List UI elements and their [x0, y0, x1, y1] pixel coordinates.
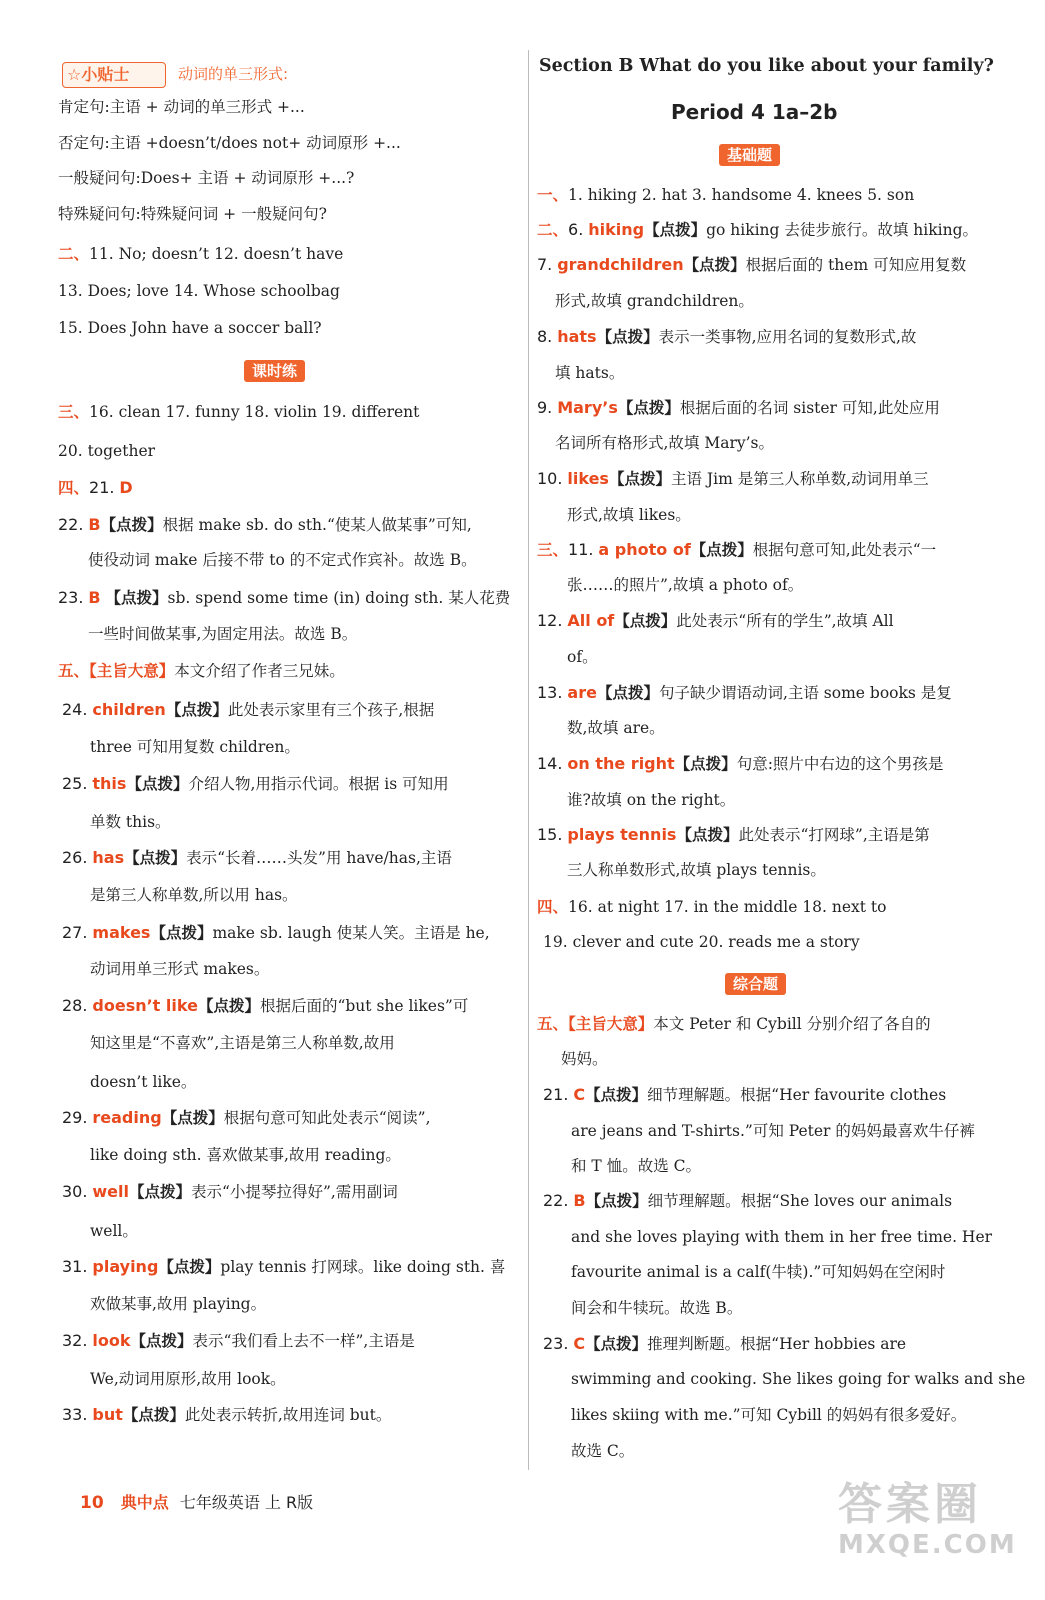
rq22-line-4: 间会和牛犊玩。故选 B。 — [571, 1299, 743, 1317]
section-2-line-3: 15. Does John have a soccer ball? — [58, 319, 322, 337]
q33-line-1: 33. but【点拨】此处表示转折,故用连词 but。 — [62, 1405, 392, 1424]
rq21-line-2: are jeans and T-shirts.”可知 Peter 的妈妈最喜欢牛仔裤 — [571, 1122, 975, 1140]
q9-line-2: 名词所有格形式,故填 Mary’s。 — [555, 434, 775, 452]
band-jichuti: 基础题 — [719, 144, 780, 166]
q8-line-2: 填 hats。 — [555, 364, 625, 382]
q26-line-2: 是第三人称单数,所以用 has。 — [90, 886, 298, 904]
q13-line-1: 13. are【点拨】句子缺少谓语动词,主语 some books 是复 — [537, 683, 952, 702]
q31-line-1: 31. playing【点拨】play tennis 打网球。like doing sth. 喜 — [62, 1257, 506, 1276]
tip-badge: ☆小贴士 — [62, 62, 166, 88]
q23-line-2: 一些时间做某事,为固定用法。故选 B。 — [88, 625, 358, 643]
page-footer — [80, 1490, 313, 1513]
q14-line-1: 14. on the right【点拨】句意:照片中右边的这个男孩是 — [537, 754, 944, 773]
watermark-url: MXQE.COM — [838, 1530, 1017, 1560]
q14-line-2: 谁?故填 on the right。 — [567, 791, 736, 809]
q7-line-2: 形式,故填 grandchildren。 — [555, 292, 754, 310]
q32-line-2: We,动词用原形,故用 look。 — [90, 1370, 286, 1388]
book-title: 七年级英语 上 R版 — [179, 1493, 314, 1512]
right-section-1: 一、1. hiking 2. hat 3. handsome 4. knees 5. son — [537, 186, 915, 204]
q9-line-1: 9. Mary’s【点拨】根据后面的名词 sister 可知,此处应用 — [537, 398, 940, 417]
q25-line-1: 25. this【点拨】介绍人物,用指示代词。根据 is 可知用 — [62, 774, 449, 793]
rq23-line-1: 23. C【点拨】推理判断题。根据“Her hobbies are — [543, 1334, 907, 1353]
q28-line-2: 知这里是“不喜欢”,主语是第三人称单数,故用 — [90, 1034, 395, 1052]
brand-logo: 典中点 — [120, 1493, 169, 1512]
q15-line-2: 三人称单数形式,故填 plays tennis。 — [567, 861, 826, 879]
q30-line-2: well。 — [90, 1222, 138, 1240]
q32-line-1: 32. look【点拨】表示“我们看上去不一样”,主语是 — [62, 1331, 415, 1350]
right-section-4-line-2: 19. clever and cute 20. reads me a story — [543, 933, 860, 951]
q28-line-1: 28. doesn’t like【点拨】根据后面的“but she likes”可 — [62, 996, 469, 1015]
q30-line-1: 30. well【点拨】表示“小提琴拉得好”,需用副词 — [62, 1182, 398, 1201]
q7-line-1: 7. grandchildren【点拨】根据后面的 them 可知应用复数 — [537, 255, 967, 274]
q25-line-2: 单数 this。 — [90, 813, 171, 831]
rq22-line-3: favourite animal is a calf(牛犊).”可知妈妈在空闲时 — [571, 1263, 946, 1281]
tip-line-2: 否定句:主语 +doesn’t/does not+ 动词原形 +... — [58, 134, 401, 152]
q27-line-1: 27. makes【点拨】make sb. laugh 使某人笑。主语是 he, — [62, 923, 490, 942]
q12-line-2: of。 — [567, 648, 598, 666]
q29-line-2: like doing sth. 喜欢做某事,故用 reading。 — [90, 1146, 401, 1164]
watermark — [838, 1480, 1017, 1560]
tip-title: 动词的单三形式: — [178, 65, 289, 83]
rq23-line-2: swimming and cooking. She likes going for walks and she — [571, 1370, 1026, 1388]
rq23-line-4: 故选 C。 — [571, 1442, 635, 1460]
q13-line-2: 数,故填 are。 — [567, 719, 665, 737]
q26-line-1: 26. has【点拨】表示“长着……头发”用 have/has,主语 — [62, 848, 452, 867]
section-4-line: 四、21. D — [58, 478, 133, 497]
rq22-line-1: 22. B【点拨】细节理解题。根据“She loves our animals — [543, 1191, 953, 1210]
rq22-line-2: and she loves playing with them in her free time. Her — [571, 1228, 993, 1246]
q6-line: 二、6. hiking【点拨】go hiking 去徒步旅行。故填 hiking。 — [537, 220, 979, 239]
q8-line-1: 8. hats【点拨】表示一类事物,应用名词的复数形式,故 — [537, 327, 917, 346]
right-section-4-line-1: 四、16. at night 17. in the middle 18. next to — [537, 898, 887, 916]
q22-line-1: 22. B【点拨】根据 make sb. do sth.“使某人做某事”可知, — [58, 515, 472, 534]
q27-line-2: 动词用单三形式 makes。 — [90, 960, 270, 978]
q23-line-1: 23. B 【点拨】sb. spend some time (in) doing sth. 某人花费 — [58, 588, 511, 607]
tip-line-3: 一般疑问句:Does+ 主语 + 动词原形 +...? — [58, 169, 355, 187]
q28-line-3: doesn’t like。 — [90, 1073, 197, 1091]
watermark-text: 答案圈 — [838, 1479, 982, 1530]
rq21-line-1: 21. C【点拨】细节理解题。根据“Her favourite clothes — [543, 1085, 947, 1104]
section-5-line: 五、【主旨大意】本文介绍了作者三兄妹。 — [58, 662, 345, 680]
column-divider — [528, 50, 529, 1470]
rq23-line-3: likes skiing with me.”可知 Cybill 的妈妈有很多爱好。 — [571, 1406, 967, 1424]
q22-line-2: 使役动词 make 后接不带 to 的不定式作宾补。故选 B。 — [88, 551, 477, 569]
q24-line-1: 24. children【点拨】此处表示家里有三个孩子,根据 — [62, 700, 435, 719]
q11-line-1: 三、11. a photo of【点拨】根据句意可知,此处表示“一 — [537, 540, 937, 559]
q31-line-2: 欢做某事,故用 playing。 — [90, 1295, 267, 1313]
section-title: Section B What do you like about your family? — [539, 56, 994, 76]
band-keshilian: 课时练 — [244, 360, 305, 382]
right-section-5-line-1: 五、【主旨大意】本文 Peter 和 Cybill 分别介绍了各自的 — [537, 1015, 931, 1033]
section-2-line-2: 13. Does; love 14. Whose schoolbag — [58, 282, 340, 300]
band-zongheti: 综合题 — [725, 973, 786, 995]
tip-line-1: 肯定句:主语 + 动词的单三形式 +... — [58, 98, 305, 116]
section-3-line-2: 20. together — [58, 442, 156, 460]
rq21-line-3: 和 T 恤。故选 C。 — [571, 1157, 701, 1175]
q24-line-2: three 可知用复数 children。 — [90, 738, 300, 756]
tip-line-4: 特殊疑问句:特殊疑问词 + 一般疑问句? — [58, 205, 327, 223]
page-number: 10 — [80, 1493, 104, 1513]
star-icon: ☆ — [67, 65, 82, 84]
right-section-5-line-2: 妈妈。 — [561, 1050, 608, 1068]
q12-line-1: 12. All of【点拨】此处表示“所有的学生”,故填 All — [537, 611, 894, 630]
period-title: Period 4 1a–2b — [671, 100, 838, 124]
section-3-line-1: 三、16. clean 17. funny 18. violin 19. different — [58, 403, 420, 421]
q10-line-1: 10. likes【点拨】主语 Jim 是第三人称单数,动词用单三 — [537, 469, 929, 488]
q29-line-1: 29. reading【点拨】根据句意可知此处表示“阅读”, — [62, 1108, 431, 1127]
section-2-line-1: 二、11. No; doesn’t 12. doesn’t have — [58, 245, 344, 263]
q11-line-2: 张……的照片”,故填 a photo of。 — [567, 576, 804, 594]
q10-line-2: 形式,故填 likes。 — [567, 506, 691, 524]
q15-line-1: 15. plays tennis【点拨】此处表示“打网球”,主语是第 — [537, 825, 930, 844]
